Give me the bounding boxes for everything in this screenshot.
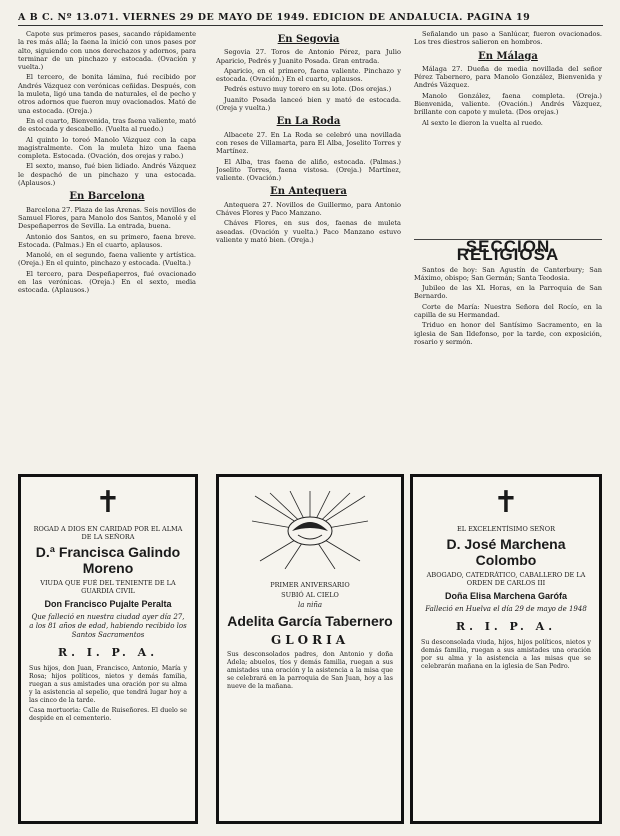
column-middle — [216, 30, 401, 448]
section-title-barcelona: En Barcelona — [69, 191, 145, 203]
column-right-top — [414, 30, 602, 240]
article-paragraph: Málaga 27. Dueña de media novillada del señor Pérez Tabernero, para Manolo González, Bienvenida y Andrés Vázquez. — [414, 64, 602, 90]
obituary-gloria: GLORIA — [270, 633, 350, 647]
article-paragraph: Antequera 27. Novillos de Guillermo, para Antonio Cháves Flores y Paco Manzano. — [216, 200, 401, 218]
obituary-name: D.ª Francisca Galindo Moreno — [35, 544, 181, 576]
article-paragraph: Capote sus primeros pases, sacando rápidamente la res más allá; la faena la inició con unos pases por alto, siguiendo con unos derechazos y adornos, para terminar de un pinchazo y estocada. (Ovación y vuelta.) — [18, 30, 196, 72]
obituary-relation: SUBIÓ AL CIELO — [281, 591, 339, 599]
article-paragraph: Juanito Posada lanceó bien y mató de estocada. (Oreja y vuelta.) — [216, 95, 401, 113]
obituary-date: Que falleció en nuestra ciudad ayer día 27, a los 81 años de edad, habiendo recibido los Santos Sacramentos — [29, 613, 187, 639]
page-header: A B C. Nº 13.071. VIERNES 29 DE MAYO DE 1949. EDICION DE ANDALUCIA. PAGINA 19 — [18, 12, 603, 26]
cross-icon: ✝ — [493, 485, 519, 520]
obituary-name: D. José Marchena Colombo — [446, 536, 566, 568]
anniversary-label: PRIMER ANIVERSARIO — [270, 581, 350, 589]
article-paragraph: Triduo en honor del Santísimo Sacramento, en la iglesia de San Ildefonso, por la tarde, con exposición, rosario y sermón. — [414, 321, 602, 346]
obituary-rip: R. I. P. A. — [455, 620, 557, 633]
obituary-rip: R. I. P. A. — [57, 646, 159, 659]
obituary-intro: ROGAD A DIOS EN CARIDAD POR EL ALMA DE LA SEÑORA — [33, 525, 183, 541]
section-title-malaga: En Málaga — [478, 50, 538, 62]
cross-icon: ✝ — [95, 485, 121, 520]
section-title-segovia: En Segovia — [277, 34, 340, 45]
obituary-husband: Don Francisco Pujalte Peralta — [44, 599, 172, 609]
section-title-antequera: En Antequera — [270, 186, 347, 198]
article-paragraph: Al sexto le dieron la vuelta al ruedo. — [422, 118, 543, 127]
article-paragraph: Barcelona 27. Plaza de las Arenas. Seis novillos de Samuel Flores, para Manolo dos Santos, Manolé y el Despeñaperros de Sevilla. La entrada, buena. — [18, 205, 196, 231]
obituary-relation: VIUDA QUE FUÉ DEL TENIENTE DE LA GUARDIA CIVIL — [40, 579, 176, 595]
section-title-religiosa: SECCION RELIGIOSA — [456, 237, 560, 265]
obituary-pre: la niña — [297, 601, 323, 609]
column-right-religiosa — [414, 236, 602, 471]
obituary-galindo — [18, 474, 198, 824]
article-paragraph: Señalando un paso a Sanlúcar, fueron ovacionados. Los tres diestros salieron en hombros. — [414, 30, 602, 47]
article-paragraph: El Alba, tras faena de aliño, estocada. (Palmas.) Joselito Torres, faena vistosa. (Oreja.) Martínez, valiente. (Ovación.) — [216, 157, 401, 183]
obituary-date: Falleció en Huelva el día 29 de mayo de 1948 — [425, 605, 587, 613]
obituary-relation: ABOGADO, CATEDRÁTICO, CABALLERO DE LA ORDEN DE CARLOS III — [426, 571, 586, 587]
obituary-daughter: Doña Elisa Marchena Garófa — [444, 591, 568, 601]
obituary-name: Adelita García Tabernero — [227, 613, 393, 629]
article-paragraph: En el cuarto, Bienvenida, tras faena valiente, mató de estocada y descabello. (Vuelta al ruedo.) — [18, 116, 196, 134]
obituary-adelita — [216, 474, 404, 824]
article-paragraph: Aparicio, en el primero, faena valiente. Pinchazo y estocada. (Ovación.) En el cuarto, aplausos. — [216, 66, 401, 84]
article-paragraph: El tercero, de bonita lámina, fué recibido por Andrés Vázquez con verónicas ceñidas. Después, con la muleta, ligó una tanda de naturales, el de pecho y otros adornos que fueron muy ovacionados. Mató de una estocada. (Oreja.) — [18, 73, 196, 115]
article-paragraph: Albacete 27. En La Roda se celebró una novillada con reses de Villamarta, para El Alba, Joselito Torres y Martínez. — [216, 130, 401, 156]
obituary-body: Sus hijos, don Juan, Francisco, Antonio, María y Rosa; hijos políticos, nietos y demás familia, ruegan a sus amistades una oración por su alma y la asistencia al sepelio, que tendrá lugar hoy a las cinco de la tarde. — [29, 665, 187, 704]
article-paragraph: Al quinto lo toreó Manolo Vázquez con la capa magistralmente. Con la muleta hizo una faena completa. Estocada. (Ovación, dos orejas y rabo.) — [18, 135, 196, 161]
section-title-la-roda: En La Roda — [276, 116, 341, 128]
article-paragraph: Jubileo de las XL Horas, en la Parroquia de San Bernardo. — [414, 284, 602, 301]
article-paragraph: Manolé, en el segundo, faena valiente y artística. (Oreja.) En el quinto, pinchazo y estocada. (Vuelta.) — [18, 251, 196, 268]
article-paragraph: Antonio dos Santos, en su primero, faena breve. Estocada. (Palmas.) En el cuarto, aplausos. — [18, 232, 196, 249]
article-paragraph: Pedrés estuvo muy torero en su lote. (Dos orejas.) — [224, 85, 392, 94]
article-paragraph: El tercero, para Despeñaperros, fué ovacionado en las verónicas. (Oreja.) En el sexto, media estocada. (Aplausos.) — [18, 269, 196, 295]
obituary-marchena — [410, 474, 602, 824]
article-paragraph: Manolo González, faena completa. (Oreja.) Bienvenida, valiente. (Ovación.) Andrés Vázquez, brillante con capote y muleta. (Dos orejas.) — [414, 91, 602, 117]
article-paragraph: Corte de María: Nuestra Señora del Rocío, en la capilla de su Hermandad. — [414, 302, 602, 320]
dove-ornament-icon — [250, 491, 370, 569]
obituary-footer: Casa mortuoria: Calle de Ruiseñores. El duelo se despide en el cementerio. — [29, 707, 187, 722]
obituary-intro: EL EXCELENTÍSIMO SEÑOR — [457, 525, 555, 533]
obituary-body: Sus desconsolados padres, don Antonio y doña Adela; abuelos, tíos y demás familia, ruegan a sus amistades una oración y la asistencia a la misa que se celebrará en la parroquia de San Juan, hoy a las nueve de la mañana. — [227, 651, 393, 690]
article-paragraph: Cháves Flores, en sus dos, faenas de muleta aseadas. (Ovación y vuelta.) Paco Manzano estuvo valiente y mató bien. (Oreja.) — [216, 219, 401, 244]
obituary-body: Su desconsolada viuda, hijos, hijos políticos, nietos y demás familia, ruegan a sus amistades una oración por su alma y la asistencia a las misas que se celebrarán mañana en la iglesia de San Pedro. — [421, 639, 591, 670]
column-left — [18, 30, 196, 470]
article-paragraph: Santos de hoy: San Agustín de Canterbury; San Máximo, obispo; San Germán; Santa Teodosia. — [414, 265, 602, 282]
article-paragraph: El sexto, manso, fué bien lidiado. Andrés Vázquez le despachó de un pinchazo y una estocada. (Aplausos.) — [18, 162, 196, 188]
article-paragraph: Segovia 27. Toros de Antonio Pérez, para Julio Aparicio, Pedrés y Juanito Posada. Gran entrada. — [216, 48, 401, 65]
